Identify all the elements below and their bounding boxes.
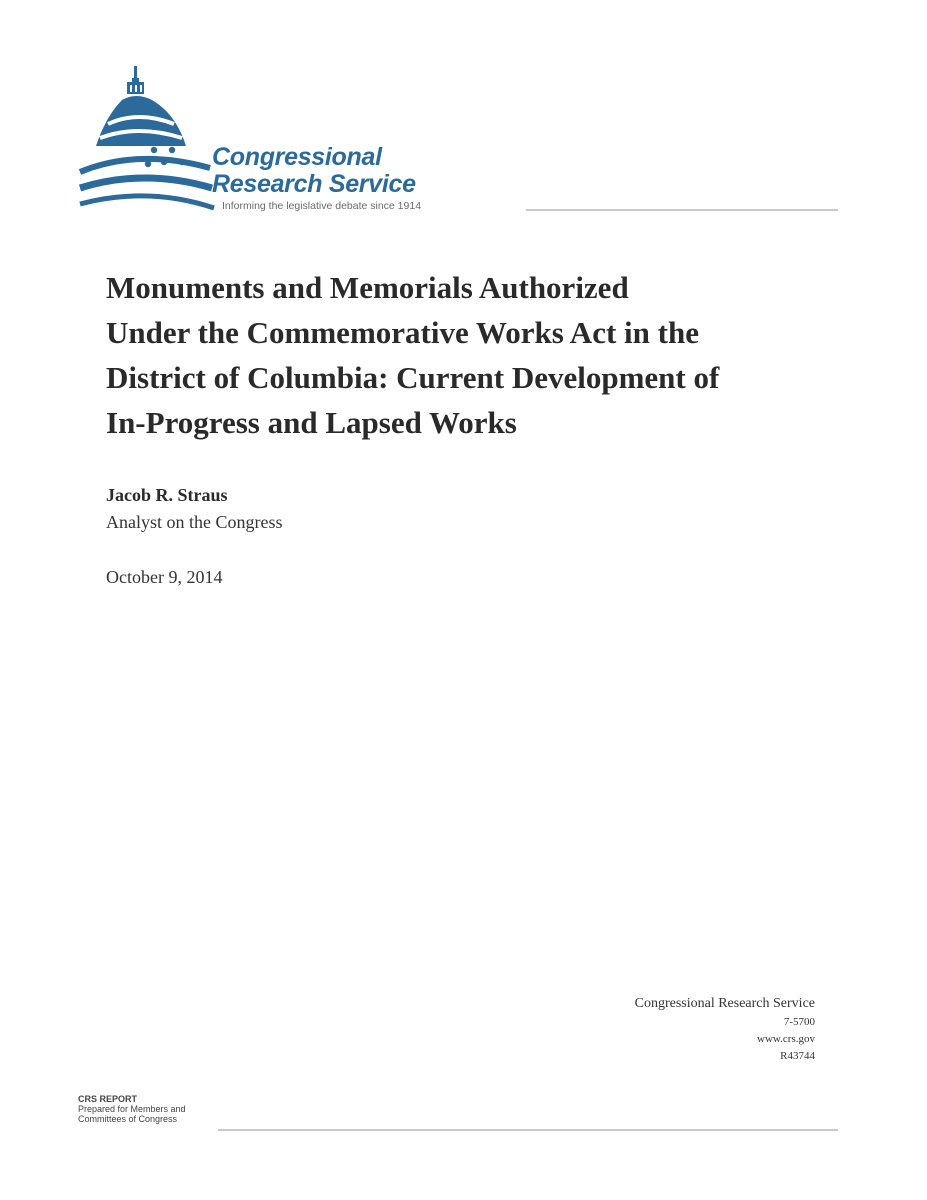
organization-name-line2: Research Service: [212, 170, 416, 198]
capitol-dome-logo-icon: [78, 64, 218, 214]
crs-report-label-title: CRS REPORT: [78, 1094, 138, 1104]
crs-report-label: [78, 1094, 186, 1124]
header-divider: [526, 209, 838, 211]
author-name: Jacob R. Straus: [106, 485, 228, 505]
footer-report-number: R43744: [780, 1050, 815, 1062]
crs-report-label-line1: Prepared for Members and: [78, 1104, 186, 1114]
footer-organization: Congressional Research Service: [634, 996, 815, 1011]
report-title: [106, 265, 846, 445]
crs-report-label-line2: Committees of Congress: [78, 1114, 178, 1124]
footer-website-link[interactable]: www.crs.gov: [757, 1033, 815, 1045]
author-title: Analyst on the Congress: [106, 512, 283, 532]
report-date: October 9, 2014: [106, 567, 223, 587]
organization-tagline: Informing the legislative debate since 1914: [222, 200, 422, 212]
report-title-line: Under the Commemorative Works Act in the: [106, 315, 699, 350]
report-title-line: Monuments and Memorials Authorized: [106, 270, 629, 305]
organization-name-line1: Congressional: [212, 143, 382, 171]
footer-divider: [218, 1129, 838, 1131]
footer-code: 7-5700: [783, 1016, 815, 1028]
organization-name: [212, 144, 416, 198]
footer-info-block: [635, 993, 815, 1065]
report-title-line: In-Progress and Lapsed Works: [106, 405, 517, 440]
report-title-line: District of Columbia: Current Development of: [106, 360, 720, 395]
